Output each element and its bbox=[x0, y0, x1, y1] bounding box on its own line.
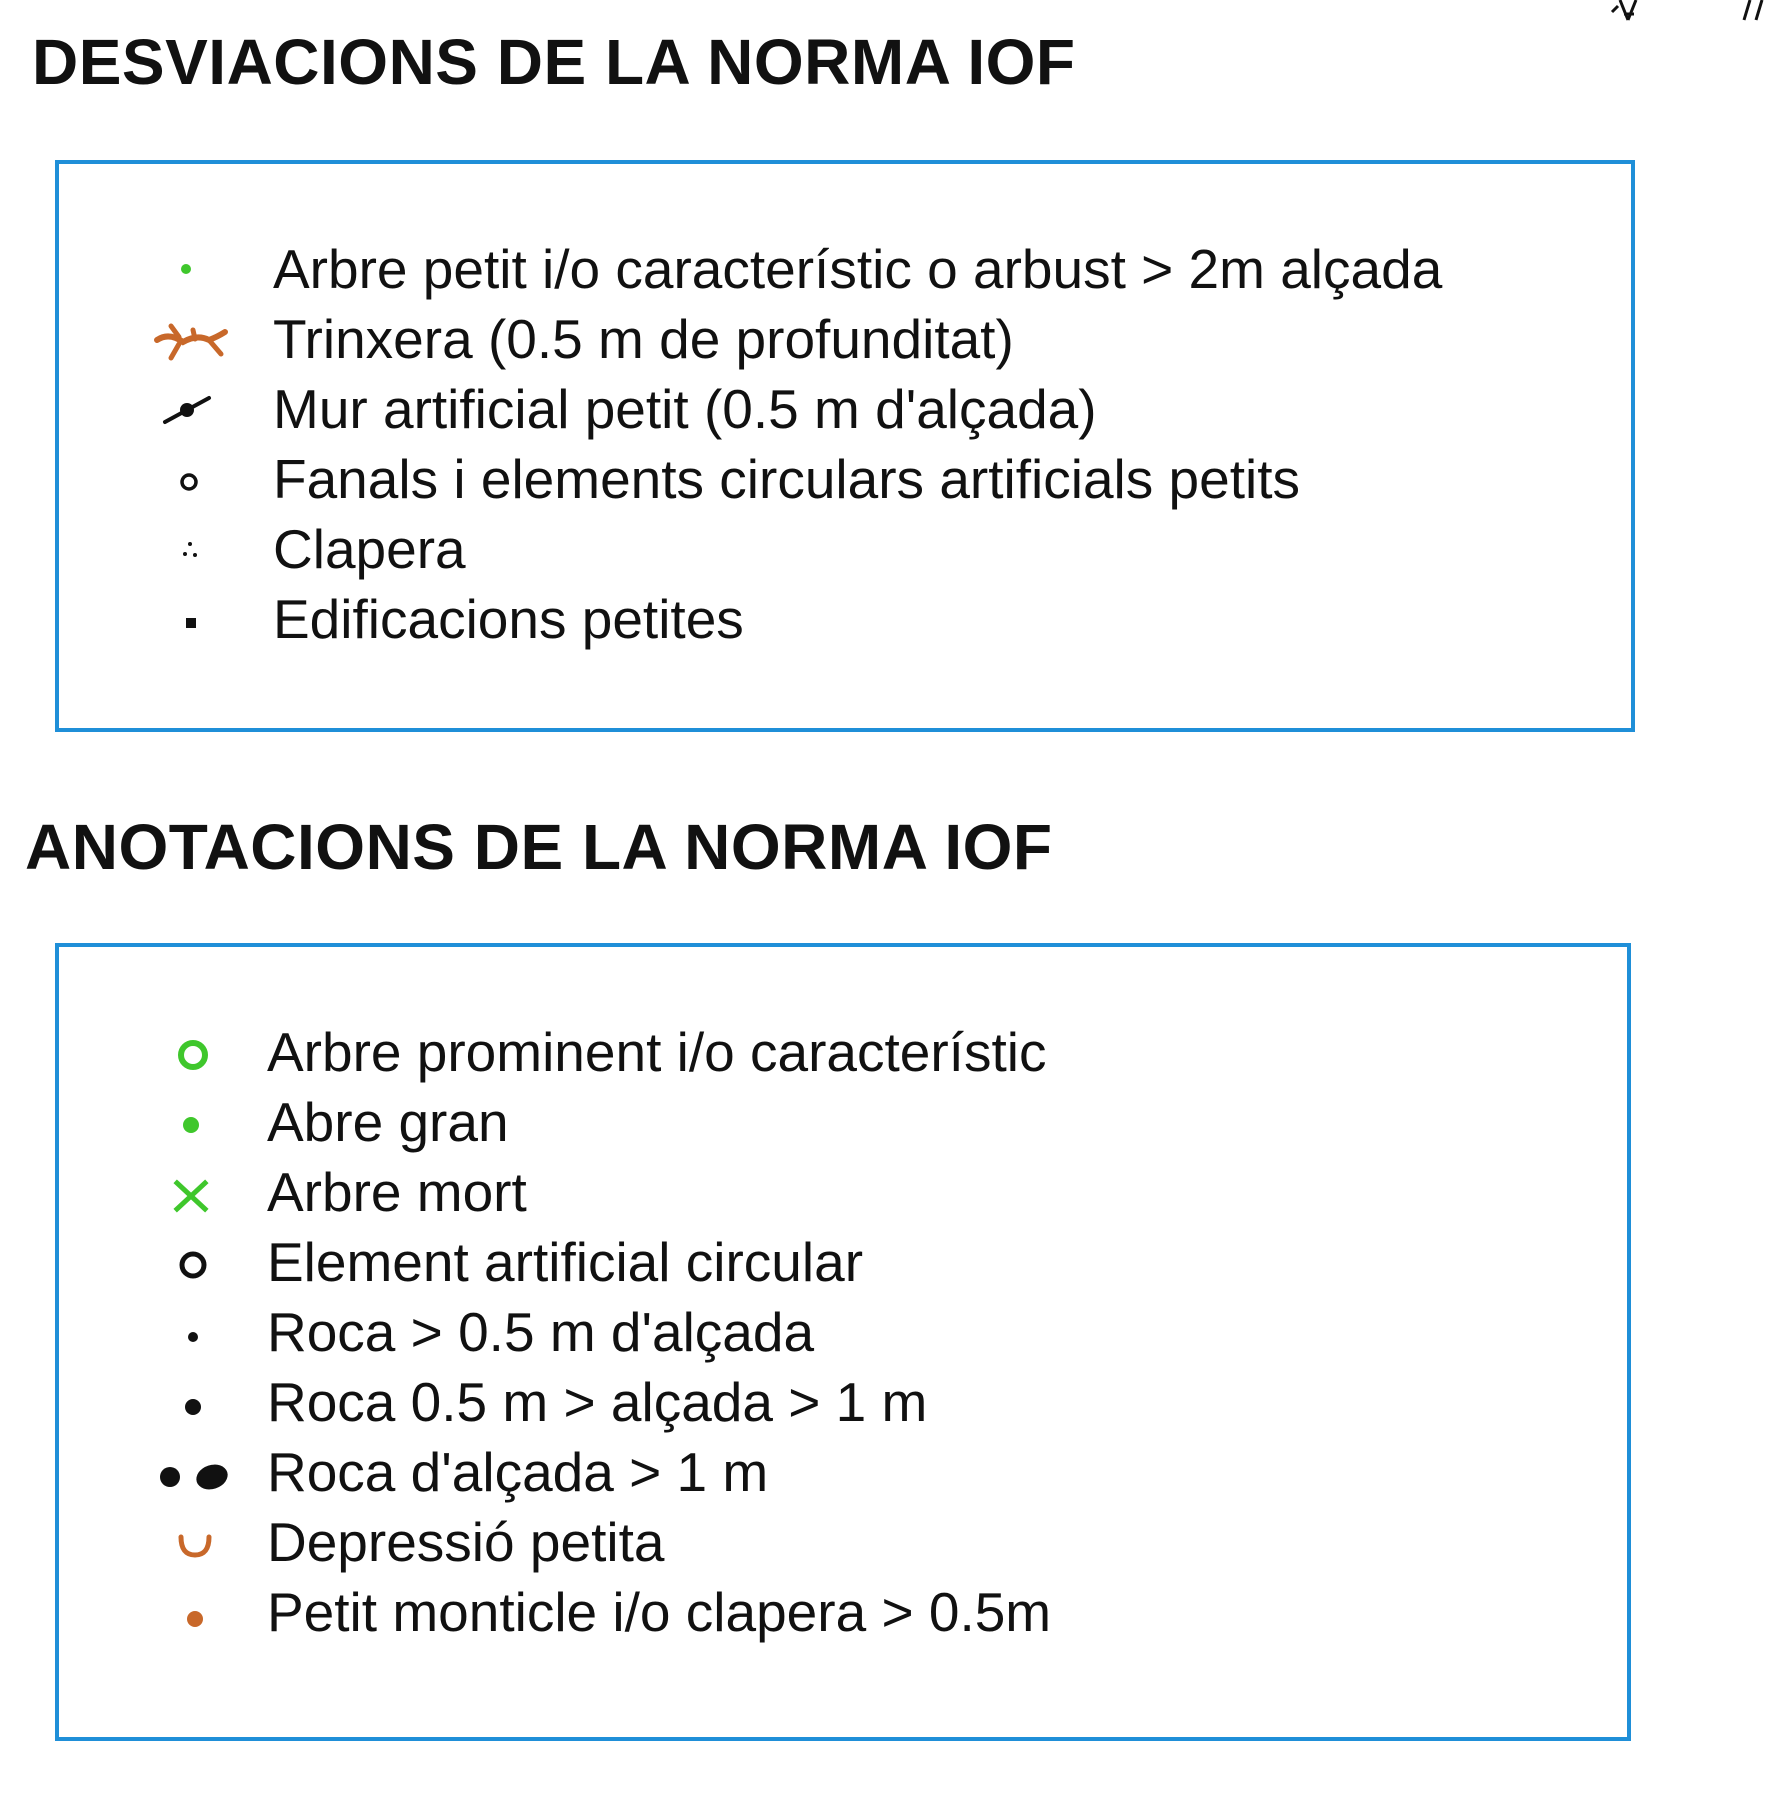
legend-item bbox=[59, 1017, 1627, 1087]
legend-item-label: Mur artificial petit (0.5 m d'alçada) bbox=[273, 378, 1097, 440]
legend-item-label: Roca > 0.5 m d'alçada bbox=[267, 1301, 815, 1363]
brown-dot-icon bbox=[59, 1577, 259, 1647]
small-green-dot-icon bbox=[59, 234, 259, 304]
legend-item-label: Arbre mort bbox=[267, 1161, 527, 1223]
legend-item bbox=[59, 1297, 1627, 1367]
legend-item bbox=[59, 1577, 1627, 1647]
small-square-icon bbox=[59, 584, 259, 654]
legend-item-label: Roca 0.5 m > alçada > 1 m bbox=[267, 1371, 928, 1433]
legend-item bbox=[59, 1437, 1627, 1507]
small-circle-icon bbox=[59, 444, 259, 514]
legend-item-label: Arbre petit i/o característic o arbust > 2m alçada bbox=[273, 238, 1443, 300]
legend-item-label: Abre gran bbox=[267, 1091, 509, 1153]
small-wall-icon bbox=[59, 374, 259, 444]
black-dot-icon bbox=[59, 1367, 259, 1437]
legend-item-label: Edificacions petites bbox=[273, 588, 744, 650]
legend-item-label: Clapera bbox=[273, 518, 466, 580]
legend-item-label: Trinxera (0.5 m de profunditat) bbox=[273, 308, 1014, 370]
annotations-title: ANOTACIONS DE LA NORMA IOF bbox=[25, 811, 1053, 883]
deviations-legend-box bbox=[55, 160, 1635, 732]
cropped-symbol-fragment-icon bbox=[1610, 0, 1780, 22]
large-boulder-icon bbox=[59, 1437, 259, 1507]
tiny-black-dot-icon bbox=[59, 1297, 259, 1367]
legend-item bbox=[59, 444, 1631, 514]
legend-item bbox=[59, 374, 1631, 444]
small-depression-icon bbox=[59, 1507, 259, 1577]
legend-item bbox=[59, 1367, 1627, 1437]
legend-item-label: Element artificial circular bbox=[267, 1231, 864, 1293]
legend-item-label: Petit monticle i/o clapera > 0.5m bbox=[267, 1581, 1052, 1643]
trench-icon bbox=[59, 304, 259, 374]
legend-item-label: Fanals i elements circulars artificials petits bbox=[273, 448, 1301, 510]
legend-item bbox=[59, 1157, 1627, 1227]
legend-item-label: Depressió petita bbox=[267, 1511, 665, 1573]
deviations-title: DESVIACIONS DE LA NORMA IOF bbox=[32, 26, 1076, 98]
green-dot-icon bbox=[59, 1087, 259, 1157]
legend-item bbox=[59, 1227, 1627, 1297]
legend-item-label: Roca d'alçada > 1 m bbox=[267, 1441, 769, 1503]
green-ring-icon bbox=[59, 1017, 259, 1087]
legend-item bbox=[59, 304, 1631, 374]
legend-item bbox=[59, 514, 1631, 584]
legend-item bbox=[59, 1507, 1627, 1577]
boulder-field-icon bbox=[59, 514, 259, 584]
annotations-legend-box bbox=[55, 943, 1631, 1741]
legend-item-label: Arbre prominent i/o característic bbox=[267, 1021, 1047, 1083]
black-ring-icon bbox=[59, 1227, 259, 1297]
legend-item bbox=[59, 584, 1631, 654]
green-cross-icon bbox=[59, 1157, 259, 1227]
legend-item bbox=[59, 1087, 1627, 1157]
legend-item bbox=[59, 234, 1631, 304]
